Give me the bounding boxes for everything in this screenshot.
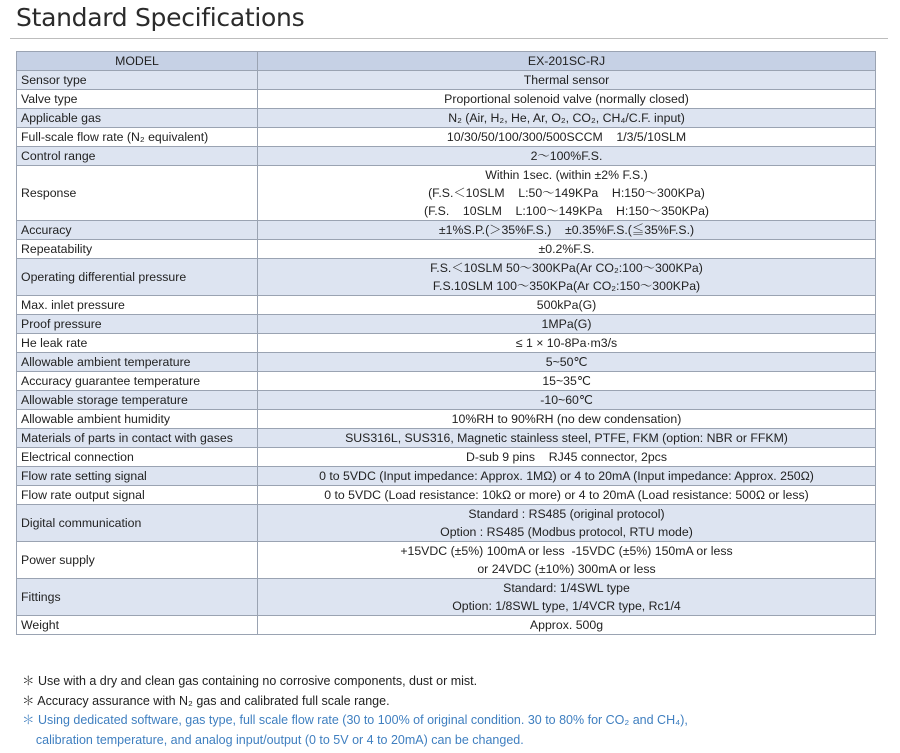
row-label: Operating differential pressure (17, 259, 258, 296)
value-line: Option : RS485 (Modbus protocol, RTU mode) (440, 525, 693, 539)
row-label: Allowable ambient temperature (17, 353, 258, 372)
value-line: 5~50℃ (545, 355, 588, 369)
row-label: Allowable storage temperature (17, 391, 258, 410)
value-line: F.S.＜10SLM 50～300KPa(Ar CO₂:100～300KPa) (430, 261, 703, 275)
row-value (258, 109, 876, 128)
row-label: Materials of parts in contact with gases (17, 429, 258, 448)
value-line: Within 1sec. (within ±2% F.S.) (485, 168, 648, 182)
row-label: Flow rate output signal (17, 486, 258, 505)
row-label: Full-scale flow rate (N₂ equivalent) (17, 128, 258, 147)
row-value (258, 166, 876, 221)
value-line: N₂ (Air, H₂, He, Ar, O₂, CO₂, CH₄/C.F. input) (448, 111, 685, 125)
row-value (258, 505, 876, 542)
value-line: F.S.10SLM 100～350KPa(Ar CO₂:150～300KPa) (432, 279, 701, 293)
row-value (258, 391, 876, 410)
table-row (17, 616, 876, 635)
row-value (258, 410, 876, 429)
table-row (17, 240, 876, 259)
value-line: Standard: 1/4SWL type (503, 581, 630, 595)
table-row (17, 486, 876, 505)
value-line: 10%RH to 90%RH (no dew condensation) (451, 412, 682, 426)
footnote: ＊ Use with a dry and clean gas containing no corrosive components, dust or mist. (22, 674, 478, 688)
table-row (17, 448, 876, 467)
table-row (17, 334, 876, 353)
value-line: Approx. 500g (529, 618, 604, 632)
table-row (17, 147, 876, 166)
spec-table-body (17, 71, 876, 635)
row-value (258, 147, 876, 166)
table-row (17, 71, 876, 90)
row-value (258, 259, 876, 296)
footnote: ＊ Accuracy assurance with N₂ gas and calibrated full scale range. (22, 693, 390, 708)
table-row (17, 221, 876, 240)
row-value (258, 448, 876, 467)
value-line: 0 to 5VDC (Load resistance: 10kΩ or more) or 4 to 20mA (Load resistance: 500Ω or less) (324, 488, 809, 502)
row-value (258, 542, 876, 579)
page-title: Standard Specifications (16, 3, 305, 32)
row-value (258, 579, 876, 616)
value-line: Thermal sensor (523, 73, 610, 87)
value-line: 0 to 5VDC (Input impedance: Approx. 1MΩ) or 4 to 20mA (Input impedance: Approx. 250Ω) (319, 469, 814, 483)
row-label: Control range (17, 147, 258, 166)
row-label: Allowable ambient humidity (17, 410, 258, 429)
row-label: Valve type (17, 90, 258, 109)
footnote: ＊ Using dedicated software, gas type, full scale flow rate (30 to 100% of original condition. 30 to 80% for CO₂ and CH₄), (22, 713, 688, 727)
row-label: Repeatability (17, 240, 258, 259)
row-value (258, 429, 876, 448)
value-line: 500kPa(G) (536, 298, 597, 312)
header-model: EX-201SC-RJ (258, 52, 876, 71)
value-line: D-sub 9 pins RJ45 connector, 2pcs (466, 450, 667, 464)
table-row (17, 372, 876, 391)
value-line: 2～100%F.S. (530, 149, 603, 163)
row-value (258, 467, 876, 486)
table-row (17, 410, 876, 429)
row-label: Accuracy (17, 221, 258, 240)
row-value (258, 240, 876, 259)
table-row (17, 259, 876, 296)
row-value (258, 296, 876, 315)
row-label: Power supply (17, 542, 258, 579)
row-value (258, 616, 876, 635)
value-line: Proportional solenoid valve (normally closed) (444, 92, 689, 106)
table-row (17, 353, 876, 372)
value-line: ±1%S.P.(＞35%F.S.) ±0.35%F.S.(≦35%F.S.) (438, 223, 695, 237)
row-label: Proof pressure (17, 315, 258, 334)
table-row (17, 579, 876, 616)
value-line: 15~35℃ (542, 374, 591, 388)
header-label: MODEL (17, 52, 258, 71)
row-label: Weight (17, 616, 258, 635)
table-row (17, 542, 876, 579)
footnote: calibration temperature, and analog input/output (0 to 5V or 4 to 20mA) can be changed. (22, 732, 524, 747)
value-line: Standard : RS485 (original protocol) (468, 507, 665, 521)
row-label: He leak rate (17, 334, 258, 353)
value-line: (F.S. 10SLM L:100～149KPa H:150～350KPa) (423, 204, 710, 218)
value-line: (F.S.＜10SLM L:50～149KPa H:150～300KPa) (428, 186, 705, 200)
footnotes (22, 672, 688, 750)
value-line: +15VDC (±5%) 100mA or less -15VDC (±5%) 150mA or less (400, 544, 733, 558)
table-row (17, 467, 876, 486)
table-row (17, 429, 876, 448)
table-row (17, 109, 876, 128)
value-line: 10/30/50/100/300/500SCCM 1/3/5/10SLM (446, 130, 687, 144)
row-label: Response (17, 166, 258, 221)
row-value (258, 334, 876, 353)
spec-table (16, 51, 876, 635)
value-line: ≤ 1 × 10-8Pa·m3/s (515, 336, 618, 350)
table-row (17, 391, 876, 410)
row-value (258, 71, 876, 90)
table-row (17, 296, 876, 315)
value-line: Option: 1/8SWL type, 1/4VCR type, Rc1/4 (452, 599, 681, 613)
value-line: -10~60℃ (540, 393, 593, 407)
row-value (258, 90, 876, 109)
row-label: Digital communication (17, 505, 258, 542)
row-label: Electrical connection (17, 448, 258, 467)
row-label: Max. inlet pressure (17, 296, 258, 315)
row-label: Flow rate setting signal (17, 467, 258, 486)
row-value (258, 486, 876, 505)
table-row (17, 505, 876, 542)
row-value (258, 128, 876, 147)
value-line: or 24VDC (±10%) 300mA or less (477, 562, 656, 576)
row-value (258, 315, 876, 334)
row-value (258, 353, 876, 372)
table-header-row (17, 52, 876, 71)
table-row (17, 166, 876, 221)
row-label: Fittings (17, 579, 258, 616)
table-row (17, 315, 876, 334)
value-line: ±0.2%F.S. (538, 242, 595, 256)
row-label: Sensor type (17, 71, 258, 90)
title-divider (10, 38, 888, 39)
row-value (258, 221, 876, 240)
row-value (258, 372, 876, 391)
value-line: SUS316L, SUS316, Magnetic stainless steel, PTFE, FKM (option: NBR or FFKM) (345, 431, 788, 445)
value-line: 1MPa(G) (541, 317, 592, 331)
table-row (17, 128, 876, 147)
row-label: Applicable gas (17, 109, 258, 128)
table-row (17, 90, 876, 109)
row-label: Accuracy guarantee temperature (17, 372, 258, 391)
